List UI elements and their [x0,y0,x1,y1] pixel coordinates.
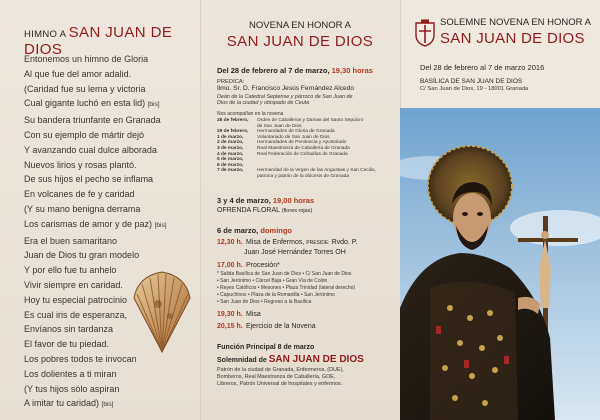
schedule-group: Real Maestranza de Caballería de Granada [257,146,350,151]
ofrenda-time: 19,00 horas [272,196,315,205]
hymn-line-text: Hoy tu especial patrocinio [24,294,128,305]
funcion-principal-title: Función Principal 8 de marzo [217,344,315,351]
program-heading-title: SAN JUAN DE DIOS [226,33,374,50]
procesion-time: 17,00 h. [217,262,243,269]
section-ofrenda-dates [217,196,314,205]
preacher-name: Ilmo. Sr. D. Francisco Jesús Fernández Alcedo [217,85,355,92]
hymn-line-text: El favor de tu piedad. [24,339,110,350]
schedule-group: Voluntariado de San Juan de Dios [257,134,330,140]
hymn-line [24,217,199,234]
presider-title: Rvdo. P. [331,239,358,246]
hymn-line [24,82,199,97]
cover-heading-title: SAN JUAN DE DIOS [440,30,585,47]
hymn-repeat-mark: [bis] [154,221,167,229]
ofrenda-dates: 3 y 4 de marzo, [217,196,271,205]
misa-enfermos-text: Misa de Enfermos, [245,239,305,246]
hymn-line [24,187,199,202]
hymn-prefix: HIMNO A [24,29,66,40]
novena-exercise-time: 20,15 h. [217,323,243,330]
schedule-row [217,129,392,134]
schedule-row [217,152,392,157]
hymn-line [24,202,199,217]
scallop-shell-icon [128,268,196,356]
program-heading-small: NOVENA EN HONOR A [249,20,351,31]
saint-statue-image [400,108,600,420]
preacher-role-2: Dios de la ciudad y obispado de Ceuta [217,100,310,106]
patronage-line: Bomberos, Real Maestranza de Caballería, GOE, [217,374,336,380]
hymn-line [24,67,199,82]
march-6-day: domingo [260,226,293,235]
hymn-line-text: Nuevos lirios y rosas plantó. [24,159,137,170]
procesion-row [217,262,280,269]
solemnidad-label: Solemnidad de [217,357,267,364]
schedule-date: 4 de marzo, [217,151,244,157]
schedule-group: Hermandades de Gloria de Granada [257,129,335,135]
schedule-row [217,140,392,145]
hymn-line [24,128,199,143]
route-line: • Capuchinos • Plaza de la Romanilla • San Jerónimo [217,292,335,298]
hymn-line [24,52,199,67]
hymn-line [24,158,199,173]
misa-enfermos-time: 12,30 h. [217,239,243,246]
hymn-line [24,96,199,113]
hymn-panel [0,0,200,420]
ofrenda-label: OFRENDA FLORAL [217,207,280,214]
hymn-line-text: Juan de Dios tu gran modelo [24,250,140,261]
presides-label: PRESIDE: [306,240,330,246]
misa-row [217,311,261,318]
cover-place: BASÍLICA DE SAN JUAN DE DIOS [420,78,523,85]
misa-time: 19,30 h. [217,311,243,318]
schedule-date: 5 de marzo, [217,157,244,163]
schedule-group: Real Federación de Cofradías de Granada [257,151,348,157]
misa-text: Misa [245,311,261,318]
schedule-group: Orden de Caballeros y Damas del Santo Sepulcro [257,118,364,123]
cover-dates: Del 28 de febrero al 7 de marzo 2016 [420,63,545,72]
solemnidad-line [217,354,364,365]
hymn-line-text: Y por ello fue tu anhelo [24,265,117,276]
solemnidad-saint: SAN JUAN DE DIOS [268,354,364,365]
hymn-line-text: De sus hijos el pecho se inflama [24,174,154,185]
novena-dates: Del 28 de febrero al 7 de marzo, [217,66,330,75]
novena-exercise-row [217,323,316,330]
hymn-title: SAN JUAN DE DIOS [24,24,173,58]
hymn-line-text: (Caridad fue su lema y victoria [24,83,146,94]
schedule-group: de San Juan de Dios [257,123,302,129]
presider-name: Juan José Hernández Torres OH [244,249,346,256]
hymn-line-text: Los carismas de amor y de paz) [24,218,153,229]
hymn-line-text: Y avanzando cual dulce alborada [24,144,157,155]
schedule-row [217,146,392,151]
hymn-line [24,382,199,397]
novena-time: 19,30 horas [331,66,373,75]
novena-exercise-text: Ejercicio de la Novena [245,323,316,330]
misa-enfermos-row [217,239,358,246]
schedule-date: 3 de marzo, [217,146,244,151]
hymn-line-text: Los pobres todos te invocan [24,353,137,364]
hymn-line-text: A imitar tu caridad) [24,398,100,409]
hymn-line-text: Vivir siempre en caridad. [24,279,123,290]
route-line: • San Jerónimo • Cárcel Baja • Gran Vía de Colón [217,278,328,284]
hymn-line-text: (Y su mano benigna derrama [24,203,141,214]
crest-icon [414,19,436,47]
schedule-group: Hermandad de la Virgen de las Angustias y San Cecilio, [257,168,376,174]
procesion-text: Procesión* [245,262,280,269]
march-6-date: 6 de marzo, [217,226,259,235]
cover-heading-small: SOLEMNE NOVENA EN HONOR A [440,17,591,28]
hymn-line-text: Era el buen samaritano [24,235,118,246]
section-novena-dates [217,66,373,75]
schedule-date: 29 de febrero, [217,129,249,135]
ofrenda-note: (flores rojas) [281,208,313,214]
section-march-6 [217,226,292,235]
hymn-line [24,234,199,249]
hymn-line-text: Al que fue del amor adalid. [24,68,132,79]
cover-address: C/ San Juan de Dios, 19 - 18001 Granada [420,86,529,92]
hymn-line-text: Los dolientes a ti miran [24,368,117,379]
schedule-row [217,174,392,179]
ofrenda-line [217,207,312,214]
hymn-line [24,113,199,128]
hymn-line-text: Su bandera triunfante en Granada [24,115,161,126]
hymn-line-text: Envíanos sin tardanza [24,324,114,335]
hymn-line-text: (Y tus hijos sólo aspiran [24,383,120,394]
schedule-date: 7 de marzo, [217,168,244,174]
hymn-verses [24,52,199,413]
schedule-group: patrona y patrón de la diócesis de Granada [257,174,350,179]
hymn-line [24,143,199,158]
schedule-date: 6 de marzo, [217,162,244,168]
patronage-line: Libreros, Patrón Universal de hospitales y enfermos. [217,381,343,387]
hymn-line [24,367,199,382]
route-line: * Salida Basílica de San Juan de Dios • C/ San Juan de Dios [217,271,352,277]
hymn-repeat-mark: [bis] [101,401,114,409]
hymn-line-text: Es cual iris de esperanza, [24,309,128,320]
hymn-line [24,248,199,263]
route-line: • Reyes Católicos • Mesones • Plaza Trinidad (lateral derecho) [217,285,356,291]
schedule-row [217,118,392,123]
patronage-line: Patrón de la ciudad de Granada, Enfermeros, (DUE), [217,367,344,373]
schedule-date: 1 de marzo, [217,134,244,140]
hymn-repeat-mark: [bis] [147,101,160,109]
hymn-line-text: Cual gigante luchó en esta lid) [24,98,146,109]
preacher-role-1: Deán de la Catedral Septense y párroco de San Juan de [217,94,353,100]
schedule-row [217,168,392,173]
hymn-line [24,172,199,187]
schedule-row [217,157,392,162]
predica-label: PREDICA: [217,79,245,85]
schedule-date: 28 de febrero, [217,118,249,123]
route-line: • San Juan de Dios • Regreso a la Basílica [217,299,312,305]
hymn-line [24,396,199,413]
hymn-line-text: En volcanes de fe y caridad [24,189,135,200]
schedule-group: Hermandades de Penitencia y Apostolado [257,140,347,146]
accompany-label: Nos acompañan en la novena [217,111,284,117]
procession-route [217,271,397,306]
hymn-line-text: Con su ejemplo de mártir dejó [24,129,145,140]
patronage-text [217,367,392,388]
hymn-line-text: Entonemos un himno de Gloria [24,54,149,64]
schedule-date: 2 de marzo, [217,140,244,146]
